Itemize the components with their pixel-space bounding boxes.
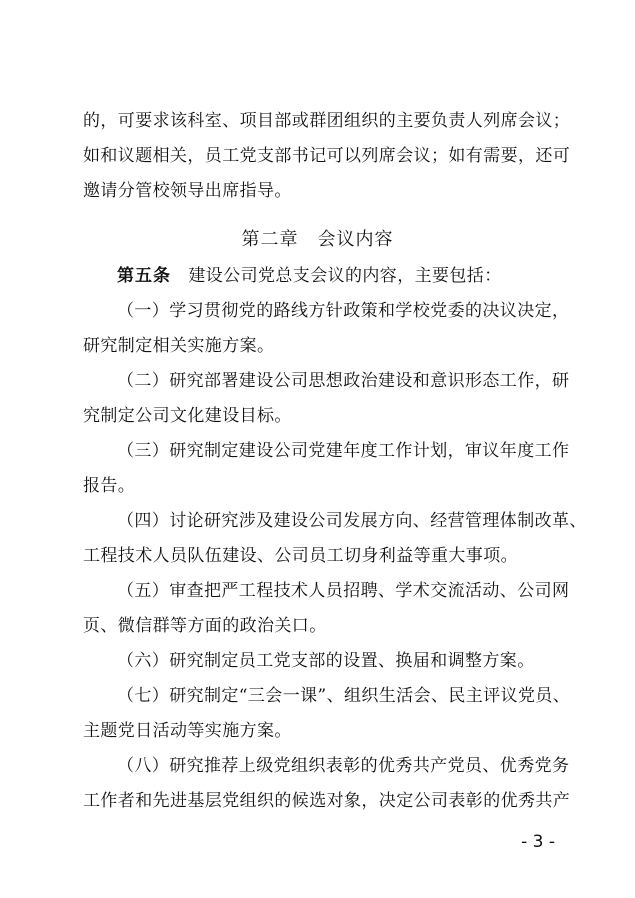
chapter-heading: 第二章 会议内容	[241, 229, 394, 250]
item-paragraph-5	[83, 574, 570, 644]
item-paragraph-4	[83, 504, 587, 574]
item-line: （三）研究制定建设公司党建年度工作计划，审议年度工作	[117, 441, 570, 461]
item-paragraph-1	[83, 294, 570, 364]
item-line: （五）审查把严工程技术人员招聘、学术交流活动、公司网	[117, 581, 570, 601]
intro-paragraph	[83, 104, 571, 209]
item-line: 究制定公司文化建设目标。	[83, 406, 292, 426]
item-paragraph-2	[83, 364, 570, 434]
item-line: 页、微信群等方面的政治关口。	[83, 616, 327, 636]
body-line: 邀请分管校领导出席指导。	[83, 181, 292, 201]
item-paragraph-8	[83, 749, 571, 819]
item-line: 工作者和先进基层党组织的候选对象，决定公司表彰的优秀共产	[83, 791, 571, 811]
item-line: 报告。	[83, 476, 136, 496]
body-line: 如和议题相关，员工党支部书记可以列席会议；如有需要，还可	[83, 146, 571, 166]
body-line: 的，可要求该科室、项目部或群团组织的主要负责人列席会议；	[83, 111, 571, 131]
item-paragraph-3	[83, 434, 570, 504]
item-line: （八）研究推荐上级党组织表彰的优秀共产党员、优秀党务	[117, 756, 570, 776]
item-paragraph-7	[83, 679, 571, 749]
item-line: （六）研究制定员工党支部的设置、换届和调整方案。	[117, 651, 535, 671]
article-line	[83, 259, 559, 294]
article-text: 建设公司党总支会议的内容，主要包括：	[171, 266, 502, 286]
item-line: （一）学习贯彻党的路线方针政策和学校党委的决议决定，	[117, 301, 570, 321]
item-line: （四）讨论研究涉及建设公司发展方向、经营管理体制改革、	[117, 511, 587, 531]
page-number: - 3 -	[521, 832, 555, 852]
item-line: 主题党日活动等实施方案。	[83, 721, 292, 741]
item-line: （二）研究部署建设公司思想政治建设和意识形态工作，研	[117, 371, 570, 391]
item-line: （七）研究制定“三会一课”、组织生活会、民主评议党员、	[117, 686, 571, 706]
item-paragraph-6	[83, 644, 559, 679]
article-label: 第五条	[117, 266, 171, 286]
article-paragraph	[83, 259, 559, 294]
item-line: 工程技术人员队伍建设、公司员工切身利益等重大事项。	[83, 546, 518, 566]
item-line: 研究制定相关实施方案。	[83, 336, 275, 356]
